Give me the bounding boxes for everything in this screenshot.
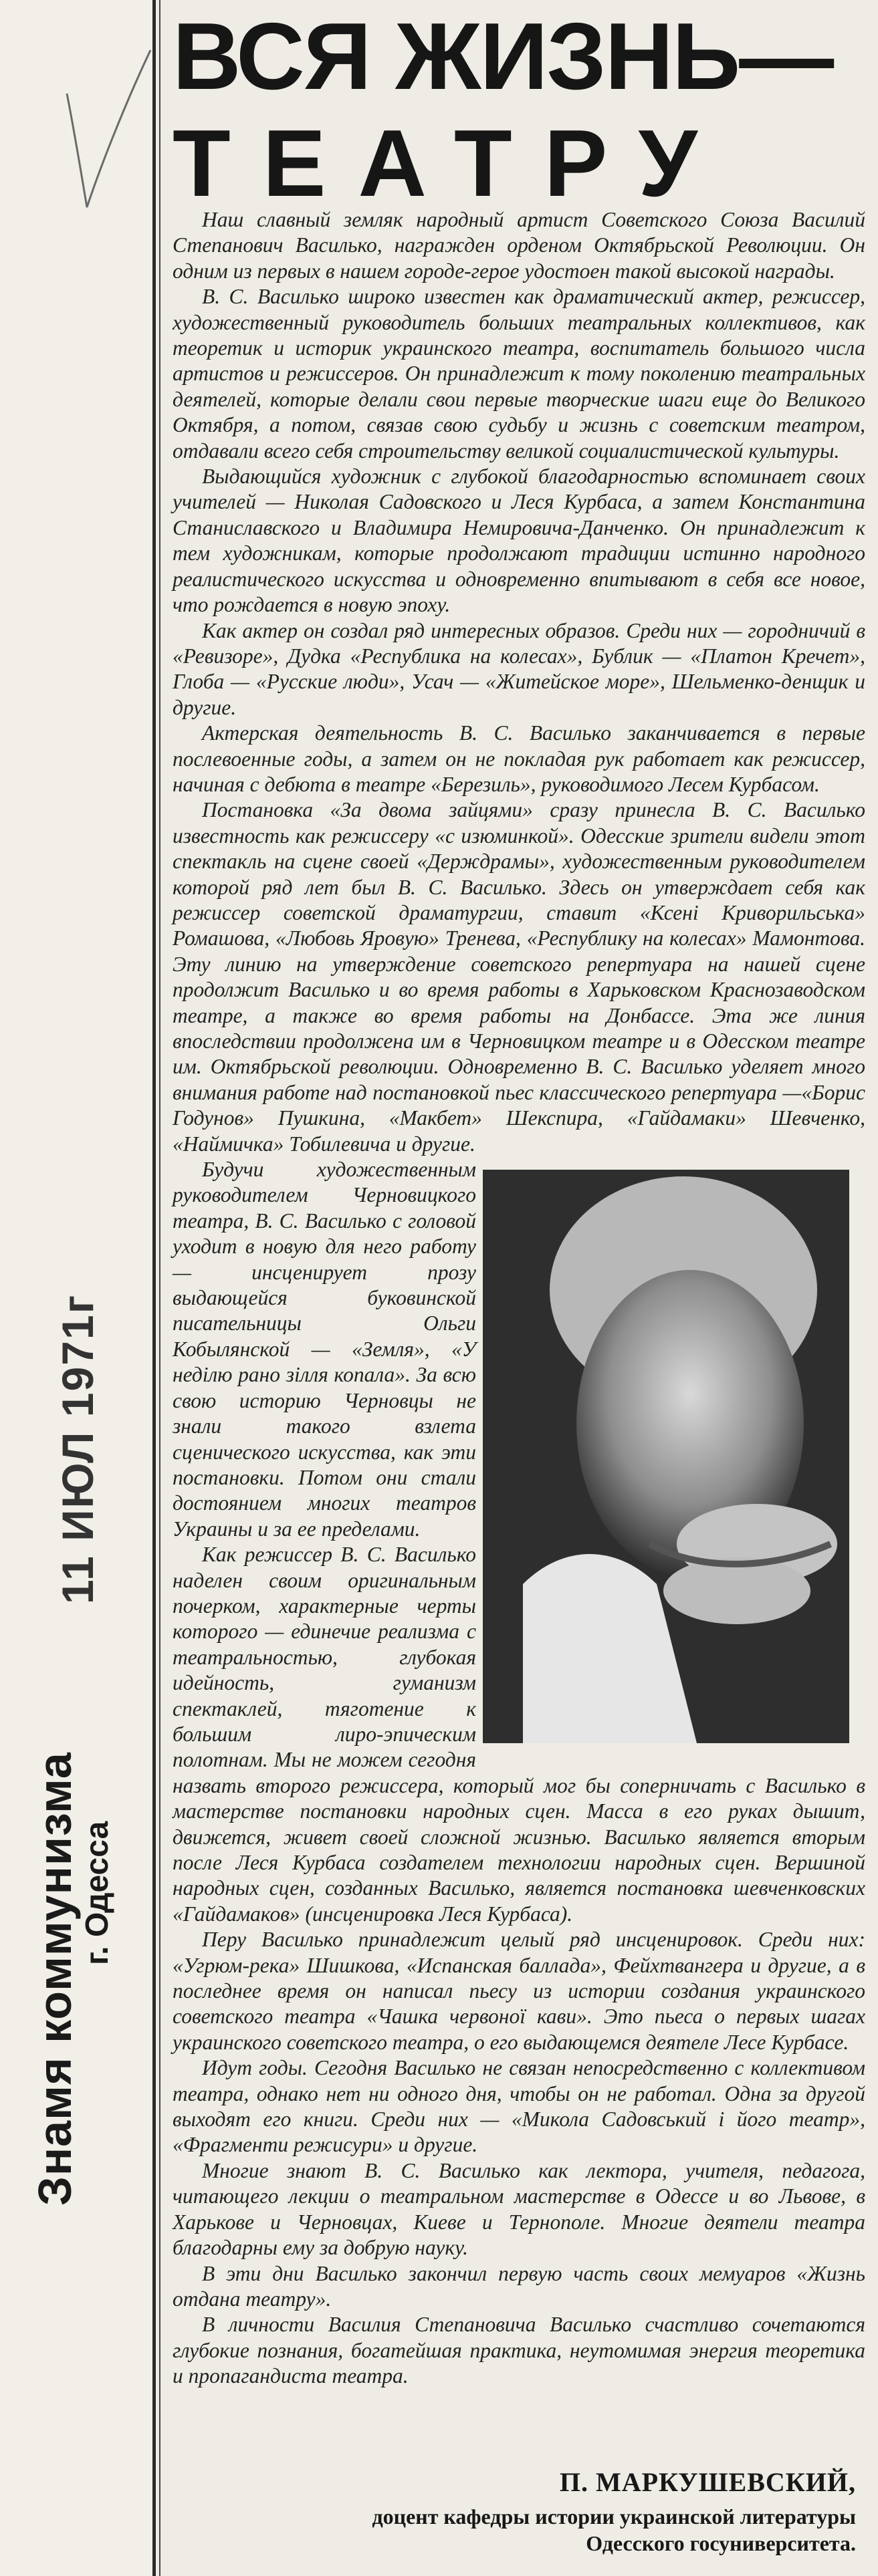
article-paragraph: Как режиссер В. С. Василько наделен своим оригинальным почерком, характерные черты которого — единечие реализма с театральностью, глубокая идейность, гуманизм спектаклей, тяготение к большим лиро-эпическим полотнам. Мы не можем сегодня назвать второго режиссера, который мог бы соперничать с Василько в мастерстве постановки народных сцен. Масса в его руках дышит, движется, живет своей сложной жизнью. Василько является вторым после Леся Курбаса создателем технологии народных сцен. Вершиной народных сцен, созданных Василько, является постановка шевченковских «Гайдамаков» (инсценировка Леся Курбаса). <box>173 1543 865 1926</box>
article-paragraph: Выдающийся художник с глубокой благодарностью вспоминает своих учителей — Николая Садовского и Леся Курбаса, а затем Константина Станиславского и Владимира Немировича-Данченко. Он принадлежит к тем художникам, которые продолжают традиции истинно народного реалистического искусства и одновременно впитывают в себя все новое, что рождается в новую эпоху. <box>173 465 865 617</box>
article-paragraph: Многие знают В. С. Василько как лектора, учителя, педагога, читающего лекции о театральном мастерстве в Одессе и во Львове, в Харькове и Черновцах, Киеве и Тернополе. Многие деятели театра благодарны ему за добрую науку. <box>173 2158 865 2260</box>
newspaper-city-stamp: г. Одесса <box>80 1821 115 1965</box>
date-stamp: 11 ИЮЛ 1971г <box>53 1293 102 1604</box>
article-headline <box>173 3 868 217</box>
article-paragraph: Как актер он создал ряд интересных образов. Среди них — городничий в «Ревизоре», Дудка «Республика на колесах», Бублик — «Платон Кречет», Глоба — «Русские люди», Усач — «Житейское море», Шельменко-денщик и другие. <box>173 618 865 719</box>
photo-wrap-spacer <box>476 1170 865 1754</box>
article-paragraph: Идут годы. Сегодня Василько не связан непосредственно с коллективом театра, однако нет ни одного дня, чтобы он не работал. Одна за другой выходят его книги. Среди них — «Микола Садовський і його театр», «Фрагменти режисури» и другие. <box>173 2056 865 2157</box>
author-name: П. МАРКУШЕВСКИЙ, <box>559 2467 856 2497</box>
headline-line-1: ВСЯ ЖИЗНЬ— <box>173 3 833 110</box>
article-paragraph: Наш славный земляк народный артист Советского Союза Василий Степанович Василько, награжден орденом Октябрьской Революции. Он одним из первых в нашем городе-герое удостоен такой высокой награды. <box>173 208 865 283</box>
article-paragraph: Постановка «За двома зайцями» сразу принесла В. С. Василько известность как режиссеру «с изюминкой». Одесские зрители видели этот спектакль на сцене своей «Держдрамы», художественным руководителем которой ряд лет был В. С. Василько. Здесь он утверждает себя как режиссер советской драматургии, ставит «Ксені Криворильська» Ромашова, «Любовь Яровую» Тренева, «Республику на колесах» Мамонтова. Эту линию на утверждение советского репертуара на нашей сцене продолжит Василько и во время работы в Харьковском Краснозаводском театре, а также во время работы на Донбассе. Эта же линия впоследствии продолжена им в Черновицком театре и в Одесском театре им. Октябрьской революции. Одновременно В. С. Василько уделяет много внимания работе над постановкой пьес классического репертуара —«Борис Годунов» Пушкина, «Макбет» Шекспира, «Гайдамаки» Шевченко, «Наймичка» Тобилевича и другие. <box>173 798 865 1156</box>
article-paragraph: Будучи художественным руководителем Черновицкого театра, В. С. Василько с головой уходит в новую для него работу — инсценирует прозу выдающейся буковинской писательницы Ольги Кобылянской — «Земля», «У неділю рано зілля копала». За всю свою историю Черновцы не знали такого взлета сценического искусства, как эти постановки. Потом они стали достоянием многих театров Украины и за ее пределами. <box>173 1158 476 1541</box>
pencil-check-mark <box>60 47 154 221</box>
author-affiliation: Одесского госуниверситета. <box>586 2531 856 2555</box>
column-rule-thin <box>159 0 160 2576</box>
column-rule <box>152 0 156 2576</box>
article-paragraph: В. С. Василько широко известен как драматический актер, режиссер, художественный руководитель больших театральных коллективов, как теоретик и историк украинского театра, воспитатель большого числа артистов и режиссеров. Он принадлежит к тому поколению театральных деятелей, которые делали свои первые творческие шаги еще до Великого Октября, а потом, связав свою судьбу и жизнь с советским театром, отдавали всего себя строительству великой социалистической культуры. <box>173 285 865 463</box>
article-paragraph: Актерская деятельность В. С. Василько заканчивается в первые послевоенные годы, а затем он не покладая рук работает как режиссер, начиная с дебюта в театре «Березиль», руководимого Лесем Курбасом. <box>173 721 865 796</box>
author-signature <box>241 2466 856 2557</box>
article-paragraph: В личности Василия Степановича Василько счастливо сочетаются глубокие познания, богатейшая практика, неутомимая энергия теоретика и пропагандиста театра. <box>173 2313 865 2388</box>
article-paragraph: Перу Василько принадлежит целый ряд инсценировок. Среди них: «Угрюм-река» Шишкова, «Испанская баллада», Фейхтвангера и другие, а в последнее время он написал пьесу из истории создания украинского советского театра «Чашка червоної кави». Это пьеса о первых шагах украинского советского театра, о его выдающемся деятеле Лесе Курбасе. <box>173 1928 865 2054</box>
author-title: доцент кафедры истории украинской литературы <box>372 2504 856 2529</box>
headline-line-2: ТЕАТРУ <box>173 110 730 217</box>
newspaper-name-stamp: Знамя коммунизма <box>29 1752 81 2206</box>
article-paragraph: В эти дни Василько закончил первую часть своих мемуаров «Жизнь отдана театру». <box>173 2261 865 2311</box>
article-body <box>173 207 865 2390</box>
